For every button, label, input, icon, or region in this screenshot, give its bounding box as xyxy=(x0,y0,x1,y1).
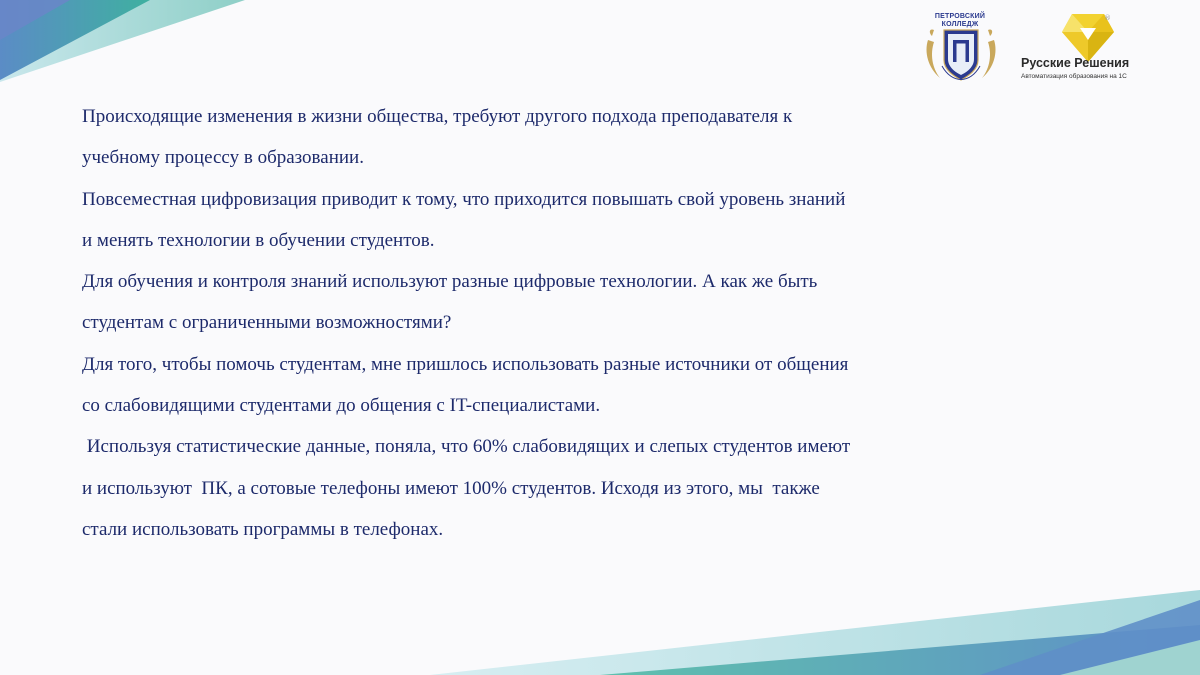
text-line: и используют ПК, а сотовые телефоны имеют 100% студентов. Исходя из этого, мы также xyxy=(82,477,820,499)
college-name-line2: КОЛЛЕДЖ xyxy=(941,21,979,28)
text-line: учебному процессу в образовании. xyxy=(82,147,364,169)
text-line: Повсеместная цифровизация приводит к тому, что приходится повышать свой уровень знаний xyxy=(82,188,846,210)
text-line: студентам с ограниченными возможностями? xyxy=(82,312,452,334)
partner-name: Русские Решения xyxy=(1021,56,1130,70)
text-line: со слабовидящими студентами до общения с IT-специалистами. xyxy=(82,395,601,417)
text-line: и менять технологии в обучении студентов. xyxy=(82,229,435,251)
body-text xyxy=(82,96,1012,550)
text-line: Для того, чтобы помочь студентам, мне пришлось использовать разные источники от общения xyxy=(82,353,849,375)
text-line: стали использовать программы в телефонах. xyxy=(82,518,444,540)
college-name-line1: ПЕТРОВСКИЙ xyxy=(934,13,986,20)
text-line: Для обучения и контроля знаний используют разные цифровые технологии. А как же быть xyxy=(82,271,818,293)
registered-mark: ® xyxy=(1104,14,1111,22)
college-logo-caption xyxy=(928,13,992,29)
text-line: Используя статистические данные, поняла, что 60% слабовидящих и слепых студентов имеют xyxy=(82,436,851,458)
text-line: Происходящие изменения в жизни общества, требуют другого подхода преподавателя к xyxy=(82,106,793,127)
partner-tagline: Автоматизация образования на 1С xyxy=(1021,73,1127,80)
